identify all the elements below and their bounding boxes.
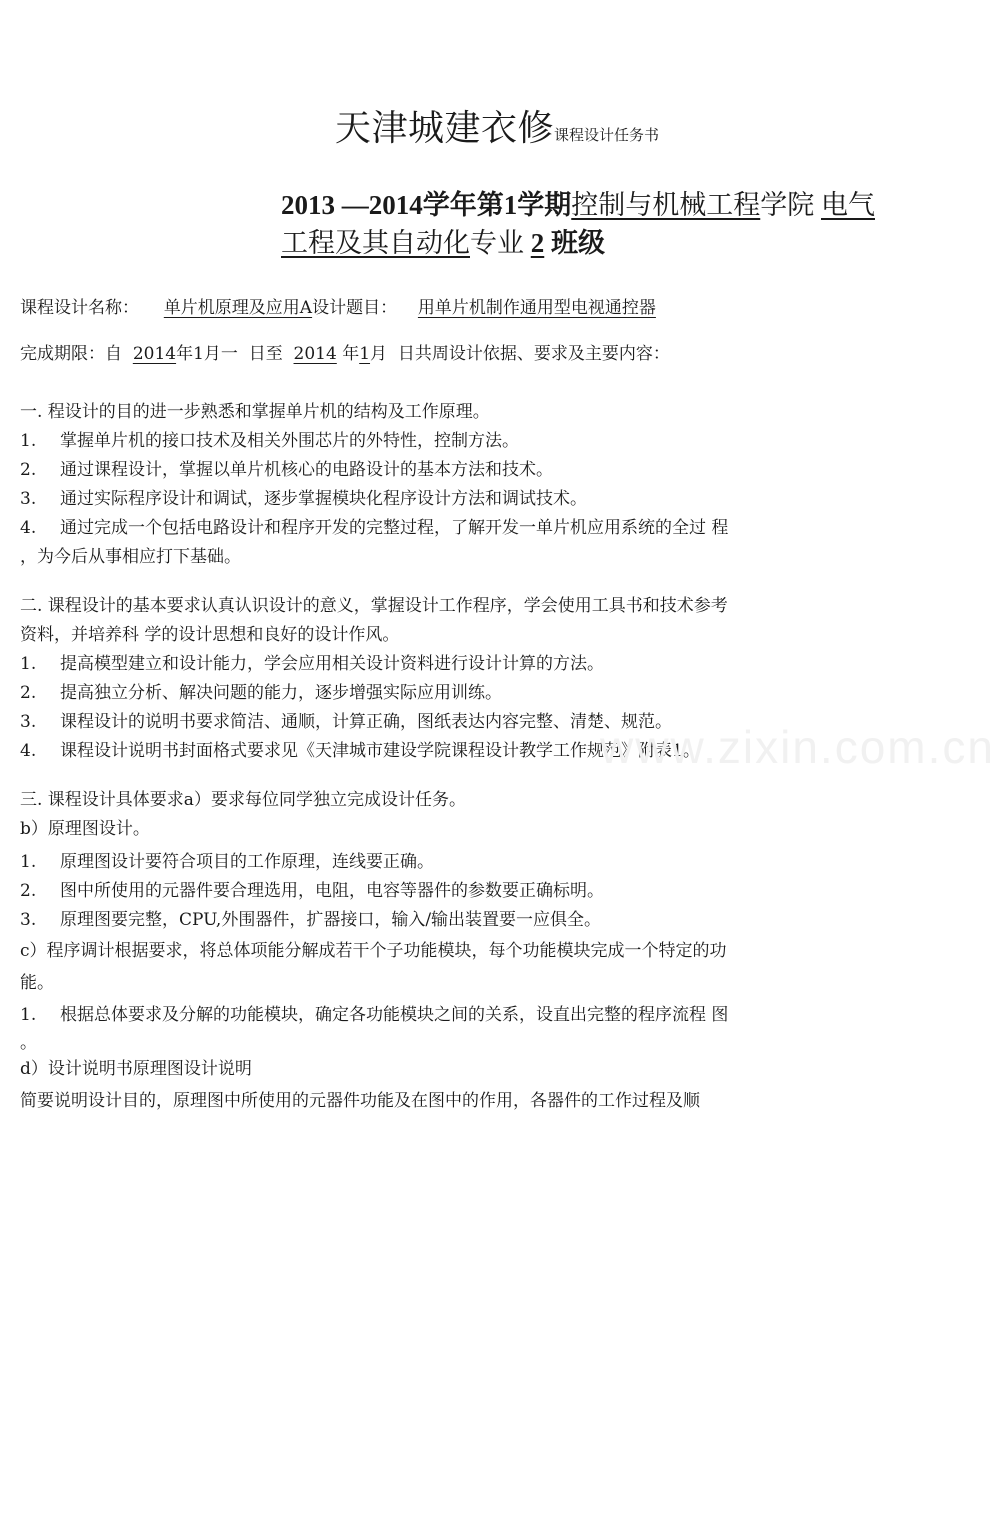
- list-item: 1. 根据总体要求及分解的功能模块，确定各功能模块之间的关系，设直出完整的程序流程 图: [20, 1005, 729, 1025]
- period-line: [20, 339, 670, 364]
- list-item: 2. 图中所使用的元器件要合理选用，电阻，电容等器件的参数要正确标明。: [20, 881, 604, 901]
- section-1-tail: ，为今后从事相应打下基础。: [20, 547, 241, 567]
- section-3c-tail: 。: [20, 1033, 37, 1053]
- section-3d-heading: d）设计说明书原理图设计说明: [20, 1059, 252, 1079]
- course-name: 单片机原理及应用A: [163, 298, 313, 318]
- list-item: 2. 提高独立分析、解决问题的能力，逐步增强实际应用训练。: [20, 683, 502, 703]
- section-3b-heading: b）原理图设计。: [20, 819, 150, 839]
- to-day-label: 日至: [248, 344, 283, 364]
- list-item: 1. 原理图设计要符合项目的工作原理，连线要正确。: [20, 852, 434, 872]
- major-name-part2: 工程及其自动化: [281, 228, 470, 258]
- topic-label: 设计题目：: [312, 298, 398, 318]
- end-month-suffix: 月: [370, 344, 388, 364]
- period-rest: 日共周设计依据、要求及主要内容：: [397, 344, 670, 364]
- class-number: 2: [530, 228, 545, 258]
- list-item: 1. 提高模型建立和设计能力，学会应用相关设计资料进行设计计算的方法。: [20, 654, 604, 674]
- end-month-prefix: 年: [342, 344, 360, 364]
- semester-info: [281, 186, 906, 262]
- start-year: 2014: [132, 344, 177, 364]
- list-item: 3. 原理图要完整，CPU,外围器件，扩器接口，输入/输出装置要一应俱全。: [20, 910, 602, 930]
- course-line: [20, 293, 656, 318]
- section-2-heading: 二. 课程设计的基本要求认真认识设计的意义，掌握设计工作程序，学会使用工具书和技术参考: [20, 596, 728, 616]
- major-name-part1: 电气: [821, 190, 875, 220]
- section-3c-cont: 能。: [20, 973, 54, 993]
- section-3-heading: 三. 课程设计具体要求a）要求每位同学独立完成设计任务。: [20, 790, 466, 810]
- class-suffix: 班级: [544, 228, 605, 258]
- course-name-label: 课程设计名称：: [20, 298, 139, 318]
- section-3d-text: 简要说明设计目的，原理图中所使用的元器件功能及在图中的作用，各器件的工作过程及顺: [20, 1091, 700, 1111]
- list-item: 1. 掌握单片机的接口技术及相关外围芯片的外特性，控制方法。: [20, 431, 519, 451]
- section-3: [20, 786, 904, 1119]
- topic-name: 用单片机制作通用型电视通控器: [417, 298, 656, 318]
- college-suffix: 学院: [760, 190, 821, 220]
- start-month: 年1月一: [176, 344, 238, 364]
- period-from-label: 完成期限：自: [20, 344, 122, 364]
- list-item: 3. 通过实际程序设计和调试，逐步掌握模块化程序设计方法和调试技术。: [20, 489, 587, 509]
- document-title: [335, 100, 659, 151]
- list-item: 4. 通过完成一个包括电路设计和程序开发的完整过程，了解开发一单片机应用系统的全过 程: [20, 518, 729, 538]
- section-3c-text: c）程序调计根据要求，将总体项能分解成若干个子功能模块，每个功能模块完成一个特定的功: [20, 941, 727, 961]
- list-item: 3. 课程设计的说明书要求简洁、通顺，计算正确，图纸表达内容完整、清楚、规范。: [20, 712, 672, 732]
- major-suffix: 专业: [470, 228, 531, 258]
- college-name: 控制与机械工程: [571, 190, 761, 220]
- section-1-heading: 一. 程设计的目的进一步熟悉和掌握单片机的结构及工作原理。: [20, 402, 490, 422]
- end-month-num: 1: [359, 344, 371, 364]
- document-type: 课程设计任务书: [554, 126, 660, 144]
- section-2-heading-cont: 资料，并培养科 学的设计思想和良好的设计作风。: [20, 625, 400, 645]
- academic-years: 2013 —2014学年第1学期: [281, 190, 572, 220]
- list-item: 2. 通过课程设计，掌握以单片机核心的电路设计的基本方法和技术。: [20, 460, 553, 480]
- school-name: 天津城建衣修: [335, 108, 555, 149]
- end-year: 2014: [293, 344, 337, 364]
- section-1: [20, 398, 904, 572]
- watermark: www.zixin.com.cn: [600, 721, 995, 773]
- list-item: 4. 课程设计说明书封面格式要求见《天津城市建设学院课程设计教学工作规范》附表1。: [20, 741, 700, 761]
